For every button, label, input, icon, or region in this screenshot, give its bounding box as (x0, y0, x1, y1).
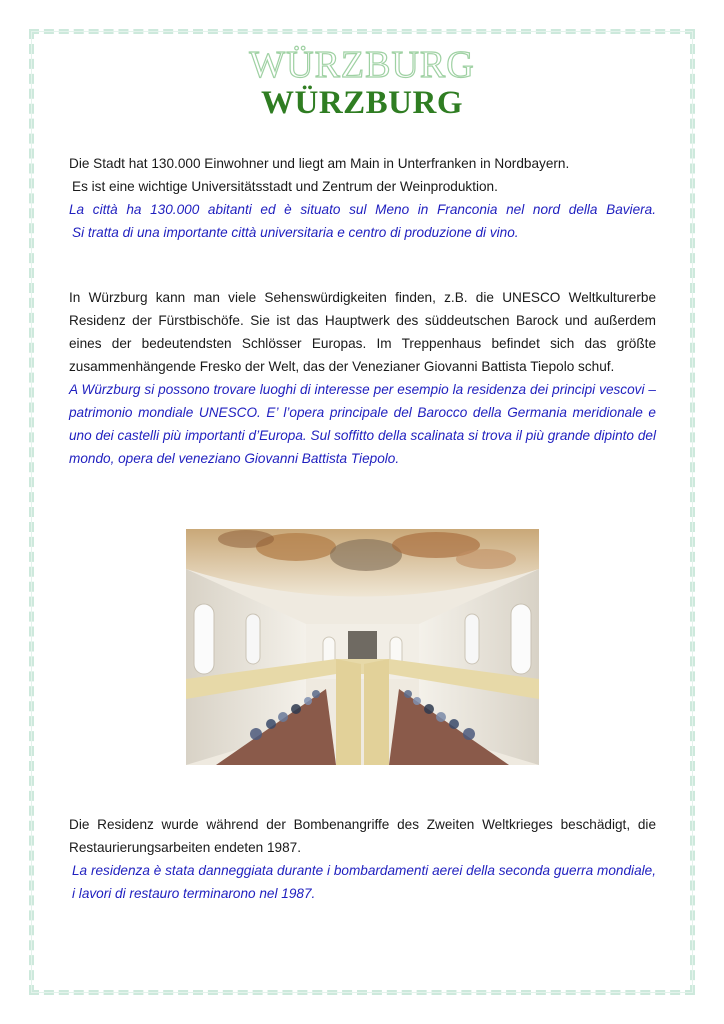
intro-italian-line-1: La città ha 130.000 abitanti ed è situato sul Meno in Franconia nel nord della Baviera. (69, 202, 656, 217)
restoration-italian-text: La residenza è stata danneggiata durante i bombardamenti aerei della seconda guerra mondiale, i lavori di restauro terminarono nel 1987. (72, 863, 656, 901)
intro-german-line-1: Die Stadt hat 130.000 Einwohner und liegt am Main in Unterfranken in Nordbayern. (69, 156, 570, 171)
sights-german-text: In Würzburg kann man viele Sehenswürdigkeiten finden, z.B. die UNESCO Weltkulturerbe Residenz der Fürstbischöfe. Sie ist das Hauptwerk des süddeutschen Barock und außerdem eines der bedeutendsten Schlösser Europas. Im Treppenhaus befindet sich das größte zusammenhängende Fresko der Welt, das der Venezianer Giovanni Battista Tiepolo schuf. (69, 290, 656, 374)
intro-italian-line-2: Si tratta di una importante città universitaria e centro di produzione di vino. (72, 225, 519, 240)
sights-italian-text: A Würzburg si possono trovare luoghi di interesse per esempio la residenza dei principi vescovi – patrimonio mondiale UNESCO. E’ l’opera principale del Barocco della Germania meridionale e uno dei castelli più importanti d’Europa. Sul soffitto della scalinata si trova il più grande dipinto del mondo, opera del veneziano Giovanni Battista Tiepolo. (69, 382, 656, 466)
page-title: WÜRZBURG (260, 85, 464, 121)
restoration-paragraph (69, 813, 656, 905)
intro-german-line-2: Es ist eine wichtige Universitätsstadt und Zentrum der Weinproduktion. (72, 179, 498, 194)
residenz-staircase-photo (186, 529, 539, 765)
sights-paragraph (69, 286, 656, 470)
decorative-title: WÜRZBURG (249, 44, 475, 86)
intro-paragraph (69, 152, 656, 244)
restoration-german-text: Die Residenz wurde während der Bombenangriffe des Zweiten Weltkrieges beschädigt, die Restaurierungsarbeiten endeten 1987. (69, 817, 656, 855)
